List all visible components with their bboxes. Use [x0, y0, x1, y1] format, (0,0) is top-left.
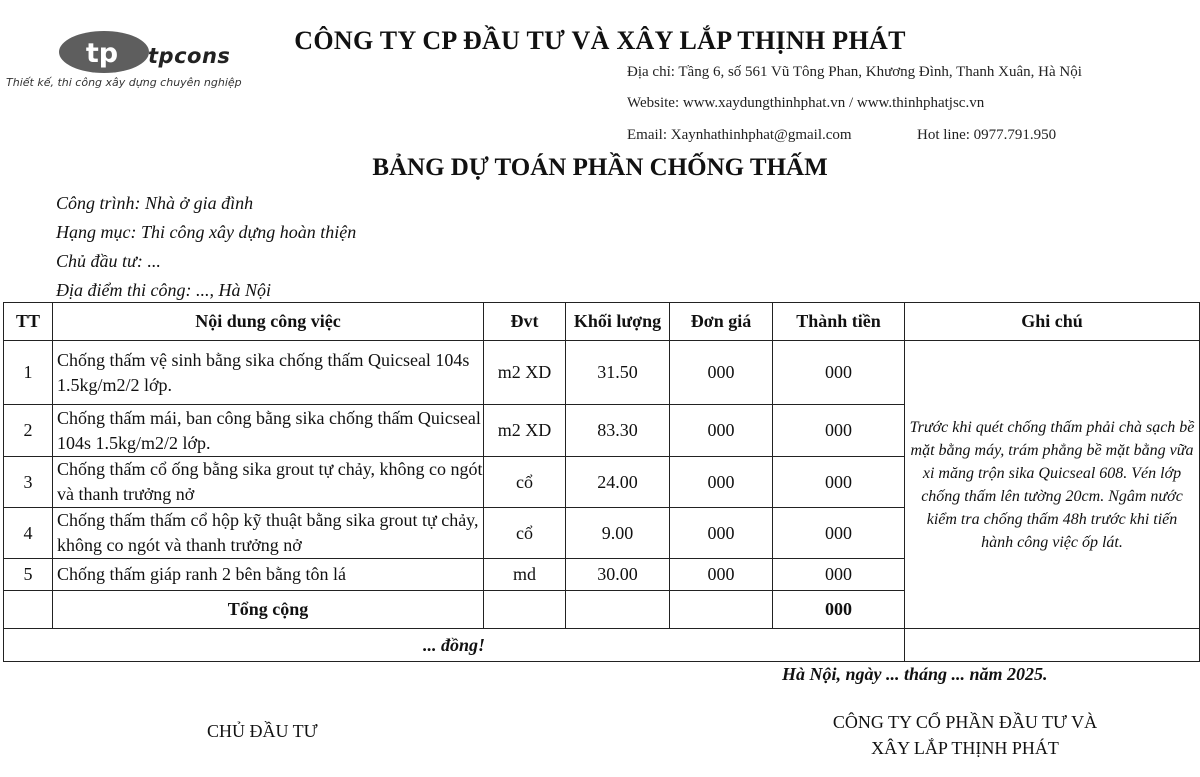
total-label: Tổng cộng [53, 591, 484, 629]
row-unit-price: 000 [670, 341, 773, 405]
row-unit: cổ [484, 457, 566, 508]
project-name: Công trình: Nhà ở gia đình [56, 193, 254, 213]
row-tt: 5 [4, 559, 53, 591]
row-tt: 3 [4, 457, 53, 508]
header-content: Nội dung công việc [53, 303, 484, 341]
row-tt: 2 [4, 405, 53, 457]
row-amount: 000 [773, 508, 905, 559]
row-unit: cổ [484, 508, 566, 559]
work-category: Hạng mục: Thi công xây dựng hoàn thiện [56, 222, 357, 242]
amount-in-words-row [4, 629, 1200, 662]
row-quantity: 31.50 [566, 341, 670, 405]
row-quantity: 9.00 [566, 508, 670, 559]
date-line: Hà Nội, ngày ... tháng ... năm 2025. [782, 664, 1048, 684]
logo-wordmark: tpcons [148, 44, 231, 68]
company-website: Website: www.xaydungthinhphat.vn / www.thinhphatjsc.vn [627, 95, 985, 111]
header-unit-price: Đơn giá [670, 303, 773, 341]
row-tt: 1 [4, 341, 53, 405]
row-content: Chống thấm mái, ban công bằng sika chống thấm Quicseal 104s 1.5kg/m2/2 lớp. [53, 405, 484, 457]
row-unit: m2 XD [484, 341, 566, 405]
estimate-table [3, 302, 1200, 662]
total-empty-price [670, 591, 773, 629]
company-name: CÔNG TY CP ĐẦU TƯ VÀ XÂY LẮP THỊNH PHÁT [294, 26, 906, 55]
tp-logo-icon [58, 30, 150, 74]
row-quantity: 30.00 [566, 559, 670, 591]
total-empty-tt [4, 591, 53, 629]
project-location: Địa điểm thi công: ..., Hà Nội [56, 280, 271, 300]
project-owner: Chủ đầu tư: ... [56, 251, 161, 271]
row-quantity: 24.00 [566, 457, 670, 508]
note-cell: Trước khi quét chống thấm phải chà sạch bề mặt bằng máy, trám phẳng bề mặt bằng vữa xi măng trộn sika Quicseal 608. Vén lớp chống thấm lên tường 20cm. Ngâm nước kiểm tra chống thấm 48h trước khi tiến hành công việc ốp lát. [905, 341, 1200, 629]
row-amount: 000 [773, 559, 905, 591]
row-unit-price: 000 [670, 457, 773, 508]
row-unit: m2 XD [484, 405, 566, 457]
row-tt: 4 [4, 508, 53, 559]
row-amount: 000 [773, 405, 905, 457]
row-content: Chống thấm vệ sinh bằng sika chống thấm Quicseal 104s 1.5kg/m2/2 lớp. [53, 341, 484, 405]
company-hotline: Hot line: 0977.791.950 [917, 127, 1057, 143]
words-empty-note [905, 629, 1200, 662]
header-unit: Đvt [484, 303, 566, 341]
header-quantity: Khối lượng [566, 303, 670, 341]
row-quantity: 83.30 [566, 405, 670, 457]
row-unit-price: 000 [670, 405, 773, 457]
header-note: Ghi chú [905, 303, 1200, 341]
row-unit: md [484, 559, 566, 591]
total-empty-unit [484, 591, 566, 629]
company-signature-label [800, 709, 1130, 761]
company-logo [6, 26, 256, 96]
company-signature-line2: XÂY LẮP THỊNH PHÁT [871, 738, 1059, 758]
owner-signature-label: CHỦ ĐẦU TƯ [207, 721, 318, 741]
logo-tagline: Thiết kế, thi công xây dựng chuyên nghiệp [6, 76, 242, 89]
table-header-row [4, 303, 1200, 341]
company-signature-line1: CÔNG TY CỔ PHẦN ĐẦU TƯ VÀ [832, 712, 1098, 732]
row-unit-price: 000 [670, 508, 773, 559]
row-amount: 000 [773, 341, 905, 405]
total-value: 000 [773, 591, 905, 629]
total-empty-quantity [566, 591, 670, 629]
row-amount: 000 [773, 457, 905, 508]
logo-badge-text: tp [85, 38, 119, 69]
company-address: Địa chỉ: Tầng 6, số 561 Vũ Tông Phan, Khương Đình, Thanh Xuân, Hà Nội [627, 64, 1082, 80]
document-title: BẢNG DỰ TOÁN PHẦN CHỐNG THẤM [372, 154, 828, 181]
amount-in-words: ... đồng! [4, 629, 905, 662]
row-unit-price: 000 [670, 559, 773, 591]
row-content: Chống thấm thấm cổ hộp kỹ thuật bằng sika grout tự chảy, không co ngót và thanh trưởng nở [53, 508, 484, 559]
header-tt: TT [4, 303, 53, 341]
header-amount: Thành tiền [773, 303, 905, 341]
row-content: Chống thấm giáp ranh 2 bên bằng tôn lá [53, 559, 484, 591]
company-email: Email: Xaynhathinhphat@gmail.com [627, 127, 852, 143]
row-content: Chống thấm cổ ống bằng sika grout tự chảy, không co ngót và thanh trưởng nở [53, 457, 484, 508]
table-row [4, 341, 1200, 405]
